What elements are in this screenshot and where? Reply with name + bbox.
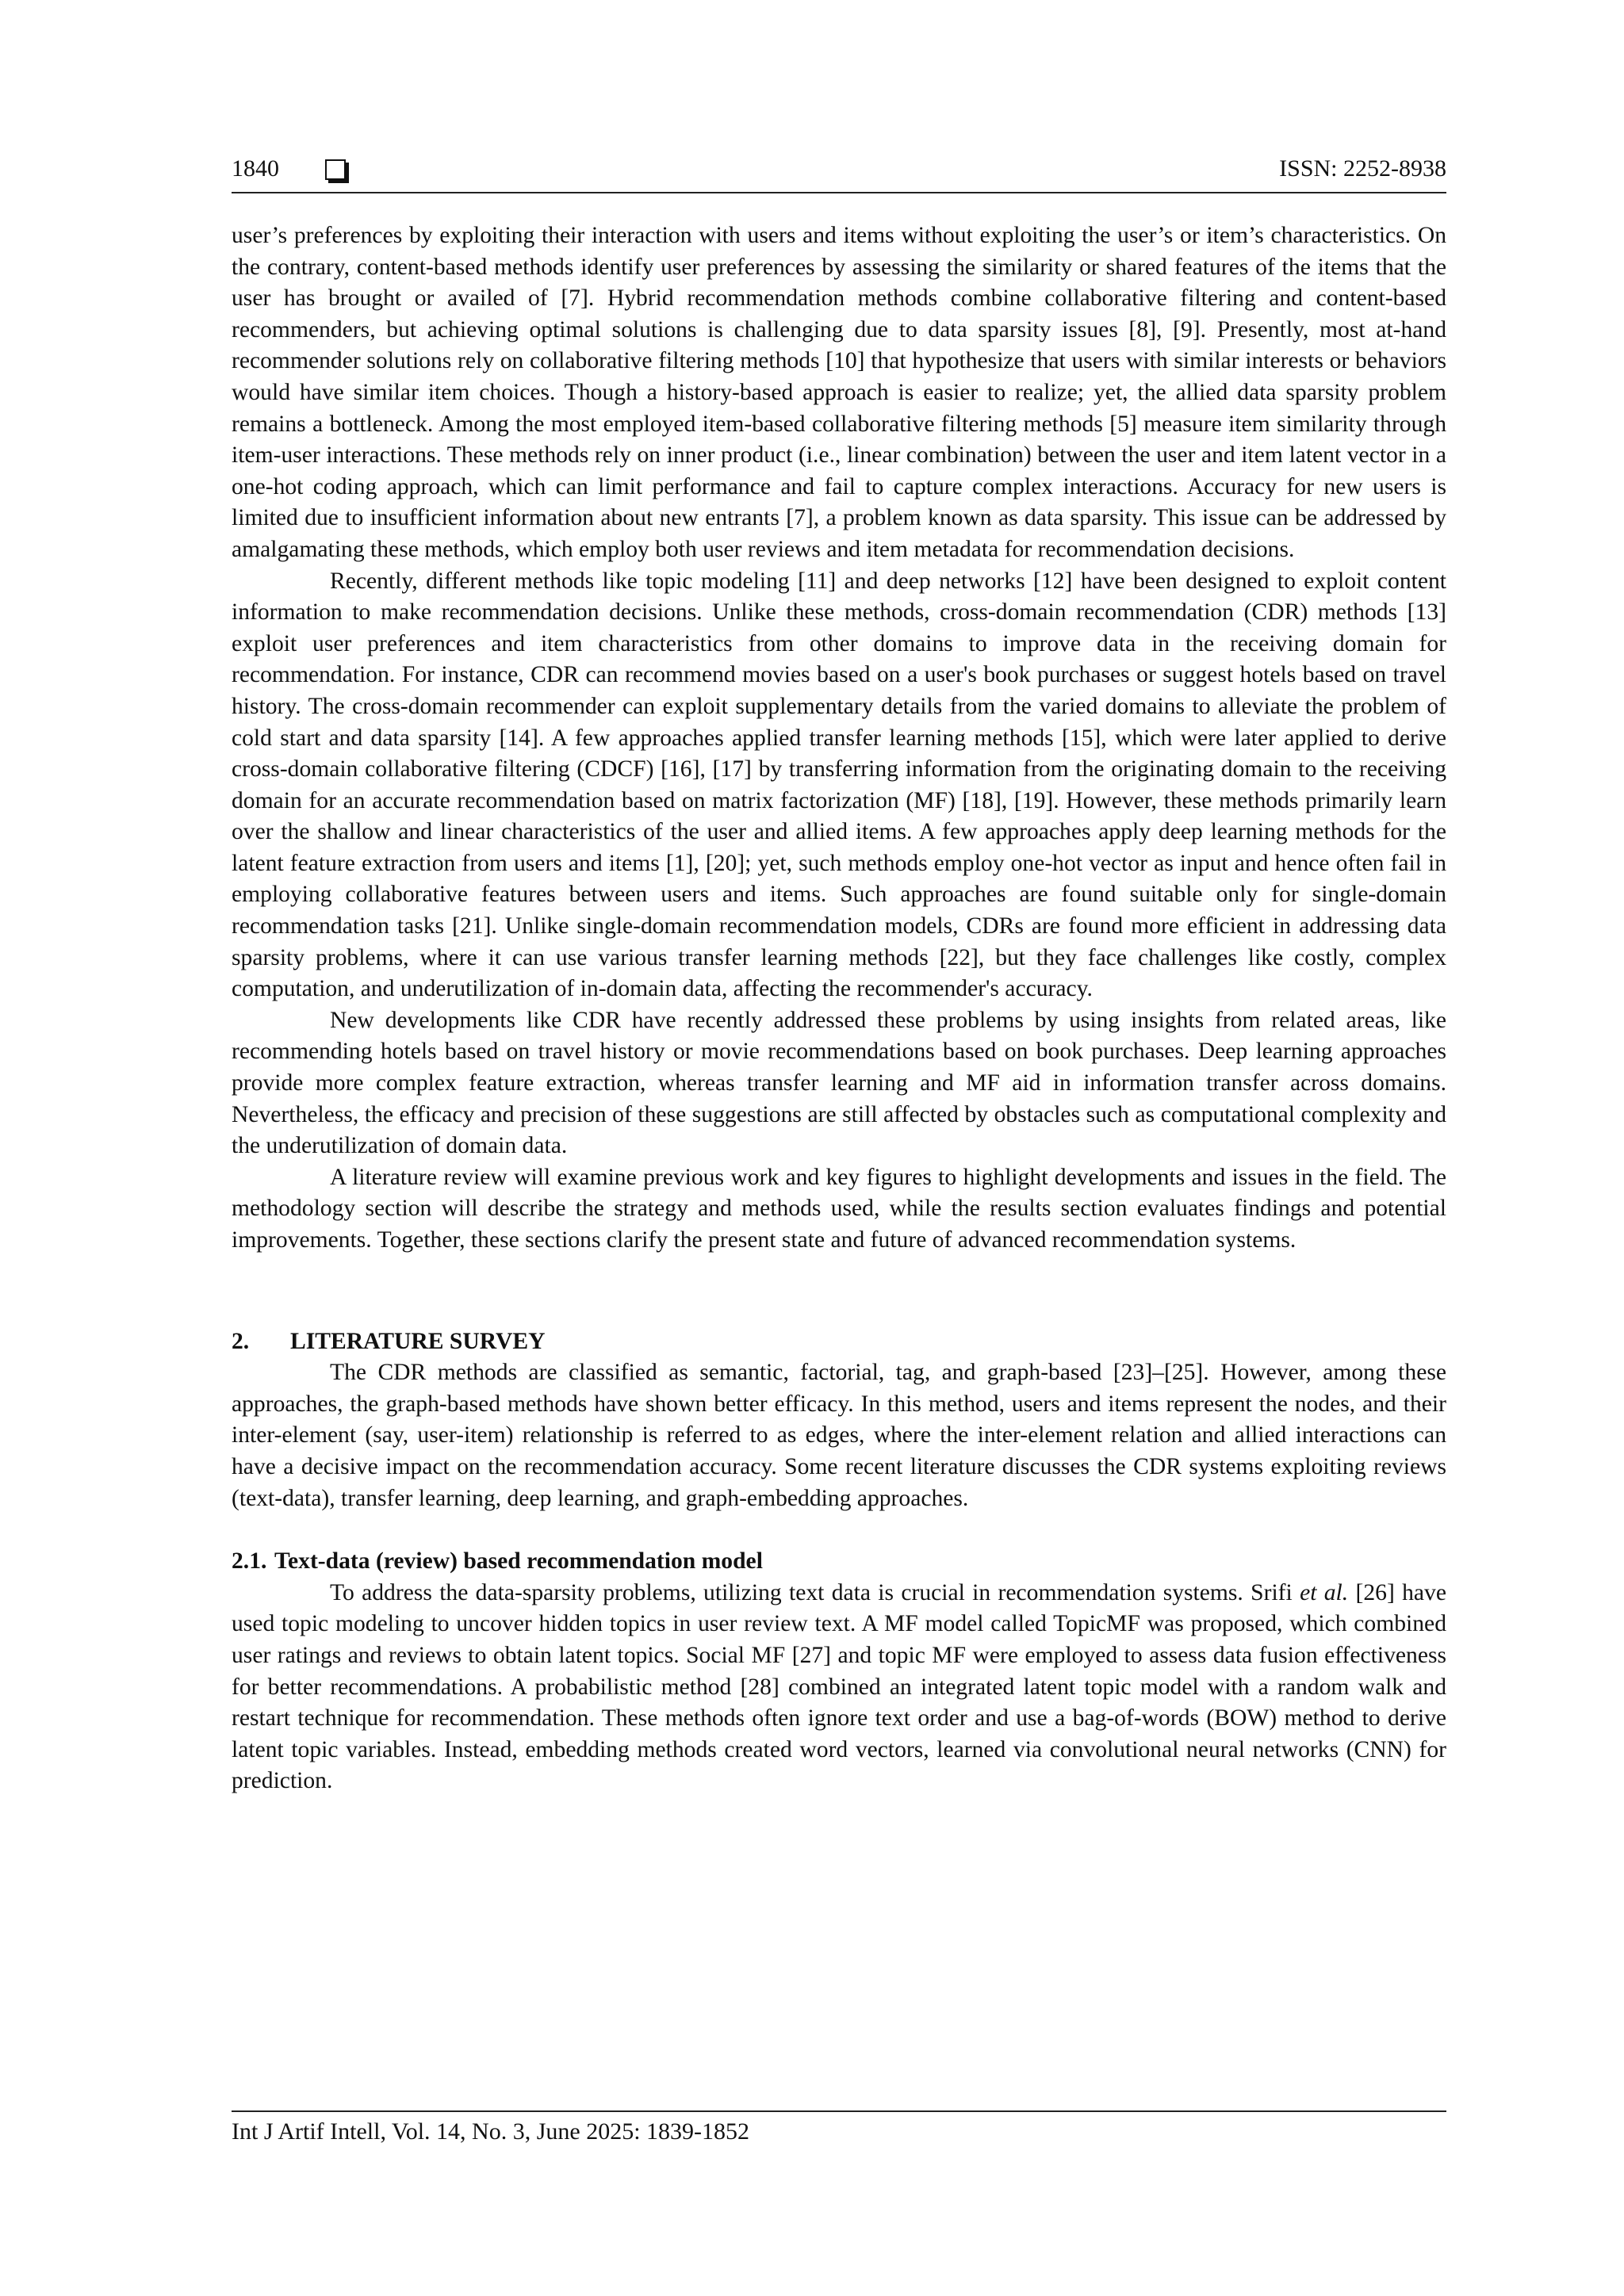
- section-number: 2.: [232, 1328, 250, 1354]
- text-run: To address the data-sparsity problems, utilizing text data is crucial in recommendation systems. Srifi: [330, 1579, 1300, 1605]
- journal-citation: Int J Artif Intell, Vol. 14, No. 3, June 2025: 1839-1852: [232, 2118, 750, 2145]
- subsection-title: Text-data (review) based recommendation model: [274, 1548, 763, 1575]
- subsection-heading: [232, 1546, 1446, 1578]
- article-body: [232, 220, 1446, 1797]
- subsection-number: 2.1.: [232, 1548, 267, 1575]
- section-heading: [232, 1326, 1446, 1358]
- text-run: [26] have used topic modeling to uncover hidden topics in user review text. A MF model called TopicMF was proposed, which combined user ratings and reviews to obtain latent topics. Social MF [27] and topic MF were employed to assess data fusion effectiveness for better recommendations. A probabilistic method [28] combined an integrated latent topic model with a random walk and restart technique for recommendation. These methods often ignore text order and use a bag-of-words (BOW) method to derive latent topic variables. Instead, embedding methods created word vectors, learned via convolutional neural networks (CNN) for prediction.: [232, 1579, 1446, 1794]
- body-paragraph: New developments like CDR have recently addressed these problems by using insights from related areas, like recommending hotels based on travel history or movie recommendations based on book purchases. Deep learning approaches provide more complex feature extraction, whereas transfer learning and MF aid in information transfer across domains. Nevertheless, the efficacy and precision of these suggestions are still affected by obstacles such as computational complexity and the underutilization of domain data.: [232, 1007, 1446, 1159]
- page-footer: [232, 2110, 1446, 2145]
- section-title: LITERATURE SURVEY: [290, 1328, 546, 1354]
- italic-text: et al.: [1300, 1579, 1349, 1605]
- body-paragraph: user’s preferences by exploiting their interaction with users and items without exploiting the user’s or item’s characteristics. On the contrary, content-based methods identify user preferences by assessing the similarity or shared features of the items that the user has brought or availed of [7]. Hybrid recommendation methods combine collaborative filtering and content-based recommenders, but achieving optimal solutions is challenging due to data sparsity issues [8], [9]. Presently, most at-hand recommender solutions rely on collaborative filtering methods [10] that hypothesize that users with similar interests or behaviors would have similar item choices. Though a history-based approach is easier to realize; yet, the allied data sparsity problem remains a bottleneck. Among the most employed item-based collaborative filtering methods [5] measure item similarity through item-user interactions. These methods rely on inner product (i.e., linear combination) between the user and item latent vector in a one-hot coding approach, which can limit performance and fail to capture complex interactions. Accuracy for new users is limited due to insufficient information about new entrants [7], a problem known as data sparsity. This issue can be addressed by amalgamating these methods, which employ both user reviews and item metadata for recommendation decisions.: [232, 223, 1446, 562]
- body-paragraph: Recently, different methods like topic modeling [11] and deep networks [12] have been designed to exploit content information to make recommendation decisions. Unlike these methods, cross-domain recommendation (CDR) methods [13] exploit user preferences and item characteristics from other domains to improve data in the receiving domain for recommendation. For instance, CDR can recommend movies based on a user's book purchases or suggest hotels based on travel history. The cross-domain recommender can exploit supplementary details from the varied domains to alleviate the problem of cold start and data sparsity [14]. A few approaches applied transfer learning methods [15], which were later applied to derive cross-domain collaborative filtering (CDCF) [16], [17] by transferring information from the originating domain to the receiving domain for an accurate recommendation based on matrix factorization (MF) [18], [19]. However, these methods primarily learn over the shallow and linear characteristics of the user and allied items. A few approaches apply deep learning methods for the latent feature extraction from users and items [1], [20]; yet, such methods employ one-hot vector as input and hence often fail in employing collaborative features between users and items. Such approaches are found suitable only for single-domain recommendation tasks [21]. Unlike single-domain recommendation models, CDRs are found more efficient in addressing data sparsity problems, where it can use various transfer learning methods [22], but they face challenges like costly, complex computation, and underutilization of in-domain data, affecting the recommender's accuracy.: [232, 568, 1446, 1002]
- body-paragraph: The CDR methods are classified as semantic, factorial, tag, and graph-based [23]–[25]. However, among these approaches, the graph-based methods have shown better efficacy. In this method, users and items represent the nodes, and their inter-element (say, user-item) relationship is referred to as edges, where the inter-element relation and allied interactions can have a decisive impact on the recommendation accuracy. Some recent literature discusses the CDR systems exploiting reviews (text-data), transfer learning, deep learning, and graph-embedding approaches.: [232, 1360, 1446, 1511]
- page-number: 1840: [232, 155, 279, 182]
- page-header: [232, 155, 1446, 193]
- body-paragraph: A literature review will examine previous work and key figures to highlight developments and issues in the field. The methodology section will describe the strategy and methods used, while the results section evaluates findings and potential improvements. Together, these sections clarify the present state and future of advanced recommendation systems.: [232, 1164, 1446, 1253]
- body-paragraph: [232, 1578, 1446, 1797]
- issn-label: ISSN: 2252-8938: [1279, 155, 1446, 182]
- box-bullet-icon: [325, 159, 346, 180]
